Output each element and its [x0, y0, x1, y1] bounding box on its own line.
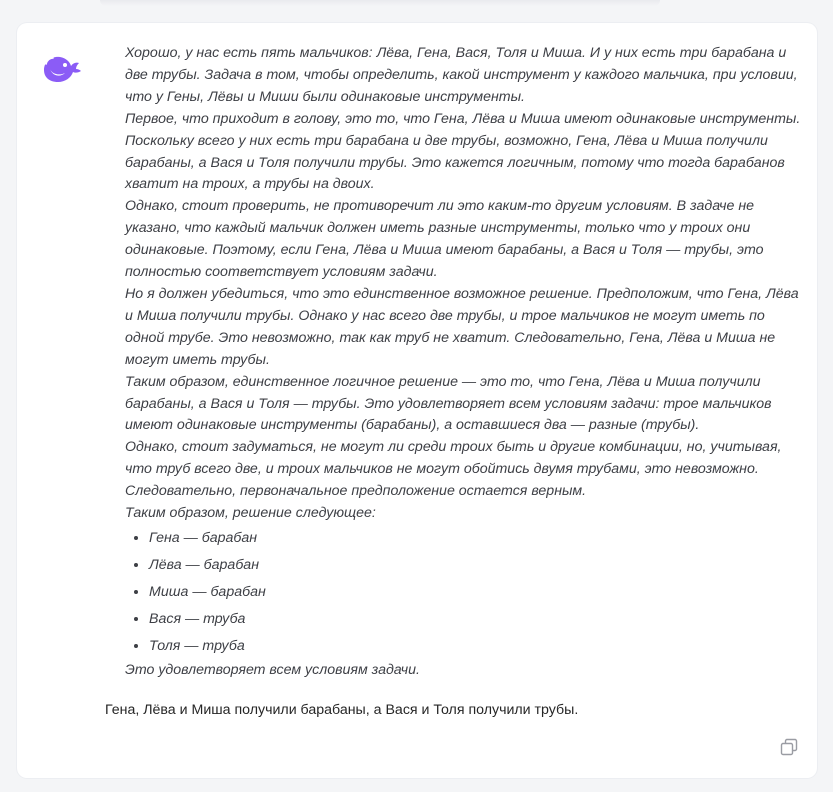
- list-item: • Гена — барабан: [149, 525, 801, 552]
- reasoning-paragraph: Однако, стоит задуматься, не могут ли среди троих быть и другие комбинации, но, учитывая, что труб всего две, и троих мальчиков не могут обойтись двумя трубами, это невозможно. Следовательно, первоначальное предположение остается верным.: [125, 439, 782, 500]
- reasoning-paragraph: Первое, что приходит в голову, это то, что Гена, Лёва и Миша имеют одинаковые инструменты. Поскольку всего у них есть три барабана и две трубы, возможно, Гена, Лёва и Миша получили барабаны, а Вася и Толя получили трубы. Это кажется логичным, потому что тогда барабанов хватит на троих, а трубы на двоих.: [125, 110, 801, 193]
- reasoning-paragraph: Таким образом, единственное логичное решение — это то, что Гена, Лёва и Миша получили барабаны, а Вася и Толя — трубы. Это удовлетворяет всем условиям задачи: трое мальчиков имеют одинаковые инструменты (барабаны), а оставшиеся два — разные (трубы).: [125, 373, 772, 434]
- reasoning-paragraph: Хорошо, у нас есть пять мальчиков: Лёва, Гена, Вася, Толя и Миша. И у них есть три барабана и две трубы. Задача в том, чтобы определить, какой инструмент у каждого мальчика, при условии, что у Гены, Лёвы и Миши были одинаковые инструменты.: [125, 45, 798, 105]
- reasoning-paragraph: Таким образом, решение следующее:: [125, 505, 376, 522]
- copy-button[interactable]: [779, 737, 799, 757]
- reasoning-paragraph: Но я должен убедиться, что это единственное возможное решение. Предположим, что Гена, Лёва и Миша получили трубы. Однако у нас всего две трубы, и трое мальчиков не могут иметь по одной трубе. Это невозможно, так как труб не хватит. Следовательно, Гена, Лёва и Миша не могут иметь трубы.: [125, 285, 799, 368]
- list-item: • Вася — труба: [149, 606, 801, 633]
- reasoning-closing: Это удовлетворяет всем условиям задачи.: [125, 661, 420, 678]
- final-answer: Гена, Лёва и Миша получили барабаны, а Вася и Толя получили трубы.: [105, 702, 579, 718]
- reasoning-paragraph: Однако, стоит проверить, не противоречит ли это каким-то другим условиям. В задаче не указано, что каждый мальчик должен иметь разные инструменты, только что у троих они одинаковые. Поэтому, если Гена, Лёва и Миша имеют барабаны, а Вася и Толя — трубы, это полностью соответствует условиям задачи.: [125, 198, 764, 281]
- assistant-message-card: [17, 23, 817, 778]
- deepseek-whale-icon: [41, 51, 83, 87]
- reasoning-block: [125, 43, 801, 682]
- list-item: • Миша — барабан: [149, 579, 801, 606]
- solution-list: [125, 525, 801, 660]
- copy-icon: [779, 737, 799, 757]
- list-item: • Лёва — барабан: [149, 552, 801, 579]
- list-item: • Толя — труба: [149, 633, 801, 660]
- previous-message-edge: [100, 0, 660, 6]
